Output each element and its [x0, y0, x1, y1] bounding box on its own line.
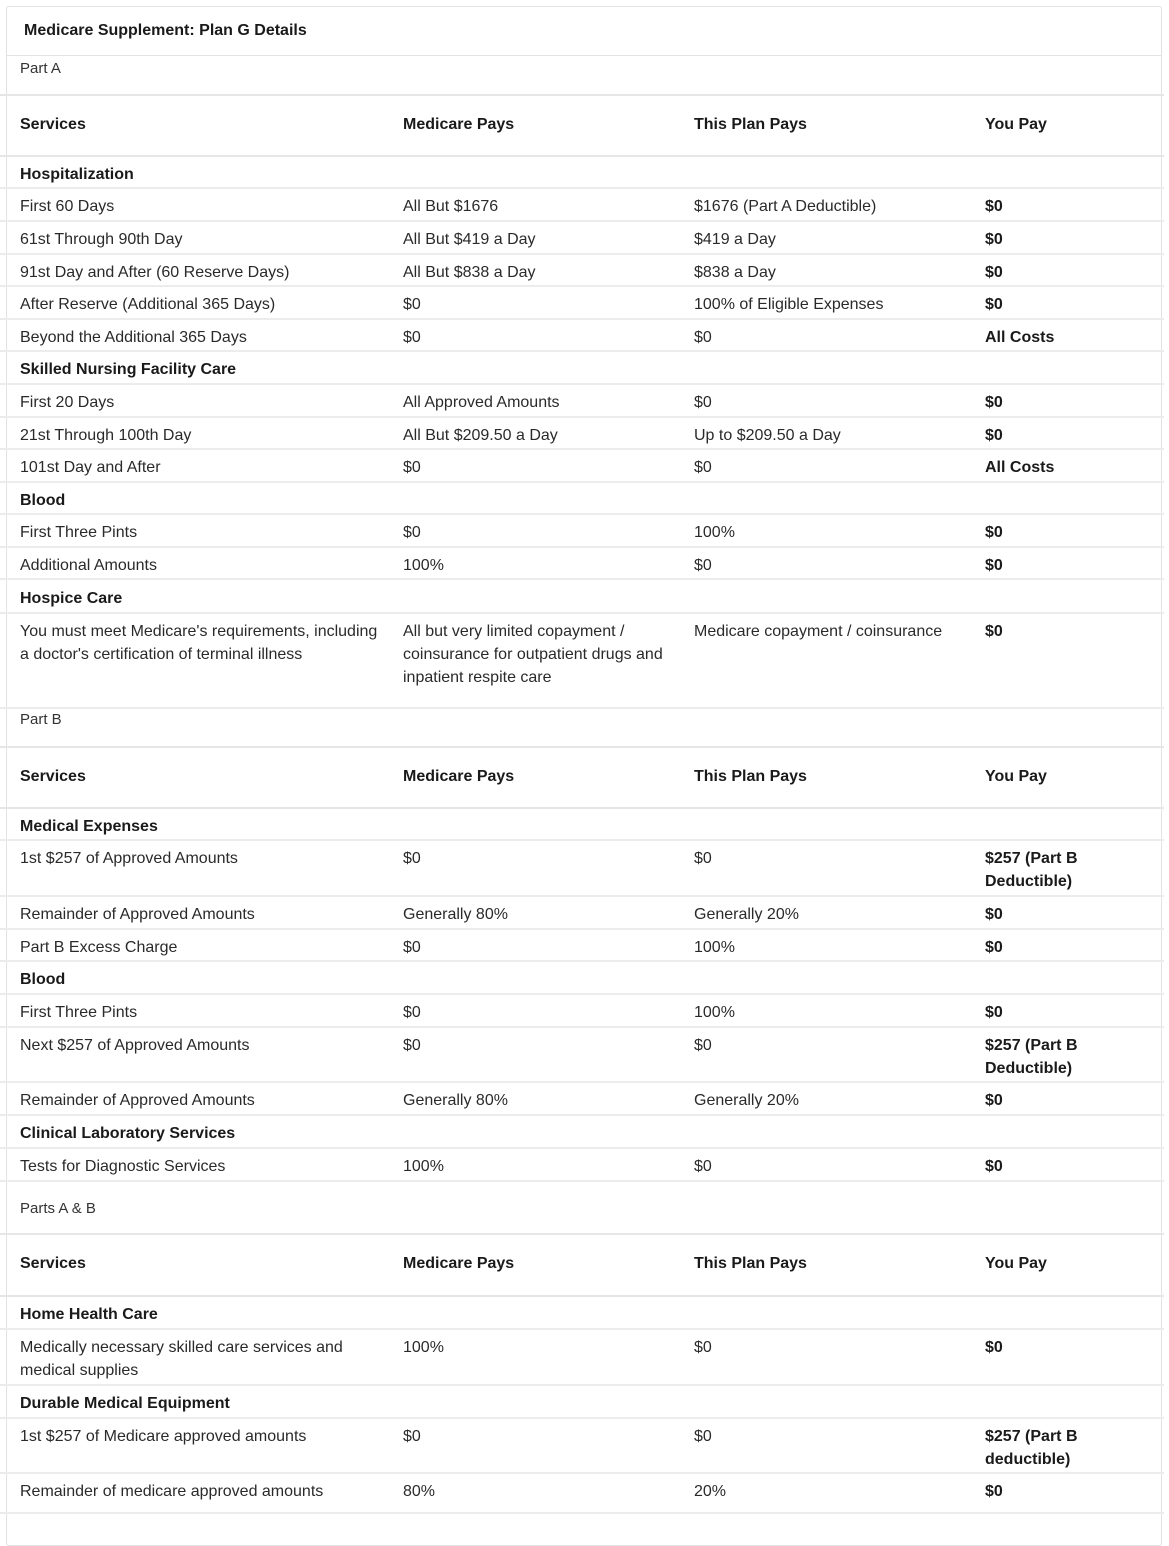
- medicare-pays-cell: $0: [403, 850, 421, 867]
- you-pay-cell: $0: [985, 1483, 1003, 1500]
- column-header-row: [0, 94, 1164, 157]
- category-label: Durable Medical Equipment: [20, 1395, 230, 1412]
- service-cell: After Reserve (Additional 365 Days): [20, 296, 276, 313]
- category-row: [0, 1297, 1164, 1330]
- medicare-pays-cell: $0: [403, 939, 421, 956]
- page-title: Medicare Supplement: Plan G Details: [24, 22, 307, 39]
- header-you-pay: You Pay: [985, 767, 1047, 785]
- service-cell: 91st Day and After (60 Reserve Days): [20, 264, 290, 281]
- medicare-pays-cell: Generally 80%: [403, 906, 508, 923]
- header-this-plan-pays: This Plan Pays: [694, 1255, 807, 1272]
- category-row: [0, 1386, 1164, 1419]
- plan-pays-cell: 100%: [694, 939, 735, 956]
- category-row: [0, 962, 1164, 995]
- medicare-pays-cell: $0: [403, 1004, 421, 1021]
- plan-pays-cell: $0: [694, 1428, 712, 1445]
- category-row: [0, 157, 1164, 189]
- service-cell: Additional Amounts: [20, 557, 157, 574]
- service-cell: 21st Through 100th Day: [20, 427, 192, 444]
- header-medicare-pays: Medicare Pays: [403, 767, 515, 785]
- plan-pays-cell: $0: [694, 850, 712, 867]
- you-pay-cell: $0: [985, 557, 1003, 574]
- category-row: [0, 581, 1164, 614]
- service-cell: First Three Pints: [20, 524, 138, 541]
- service-cell: Tests for Diagnostic Services: [20, 1158, 226, 1175]
- table-row: [0, 255, 1164, 287]
- column-header-row: [0, 746, 1164, 809]
- medicare-pays-cell: Generally 80%: [403, 1092, 508, 1109]
- medicare-pays-cell: All But $1676: [403, 198, 499, 215]
- table-row: [0, 287, 1164, 320]
- plan-pays-cell: $0: [694, 1037, 712, 1054]
- plan-pays-cell: Generally 20%: [694, 1092, 799, 1109]
- category-row: [0, 352, 1164, 385]
- medicare-pays-cell: All But $209.50 a Day: [403, 427, 558, 444]
- plan-pays-cell: $0: [694, 1339, 712, 1356]
- you-pay-cell: $0: [985, 198, 1003, 215]
- medicare-pays-cell: All Approved Amounts: [403, 394, 560, 411]
- service-cell: First 20 Days: [20, 394, 115, 411]
- plan-pays-cell: 100%: [694, 524, 735, 541]
- table-row: [0, 897, 1164, 930]
- table-row: [0, 1028, 1164, 1083]
- you-pay-cell: $0: [985, 623, 1003, 640]
- medicare-pays-cell: 100%: [403, 557, 444, 574]
- category-row: [0, 1116, 1164, 1149]
- table-row: [0, 189, 1164, 222]
- service-cell: Beyond the Additional 365 Days: [20, 329, 247, 346]
- table-row: [0, 418, 1164, 450]
- table-row: [0, 1474, 1164, 1514]
- medicare-pays-cell: $0: [403, 1037, 421, 1054]
- you-pay-cell: $0: [985, 906, 1003, 923]
- category-row: [0, 809, 1164, 841]
- table-row: [0, 515, 1164, 548]
- plan-pays-cell: 100% of Eligible Expenses: [694, 296, 884, 313]
- header-services: Services: [20, 767, 86, 785]
- medicare-pays-cell: $0: [403, 524, 421, 541]
- service-cell: Part B Excess Charge: [20, 939, 178, 956]
- header-this-plan-pays: This Plan Pays: [694, 767, 807, 785]
- medicare-pays-cell: $0: [403, 459, 421, 476]
- header-medicare-pays: Medicare Pays: [403, 1255, 515, 1272]
- plan-pays-cell: Generally 20%: [694, 906, 799, 923]
- table-row: [0, 320, 1164, 352]
- medicare-pays-cell: 80%: [403, 1483, 436, 1500]
- section-label: Parts A & B: [20, 1200, 96, 1217]
- plan-pays-cell: $0: [694, 459, 712, 476]
- table-row: [0, 614, 1164, 709]
- table-row: [0, 1330, 1164, 1386]
- plan-pays-cell: $419 a Day: [694, 231, 776, 248]
- service-cell: Remainder of Approved Amounts: [20, 1092, 255, 1109]
- medicare-pays-cell: $0: [403, 296, 421, 313]
- card-header: [7, 7, 1161, 56]
- you-pay-cell: $0: [985, 939, 1003, 956]
- category-row: [0, 483, 1164, 515]
- plan-pays-cell: $0: [694, 557, 712, 574]
- you-pay-cell: $0: [985, 394, 1003, 411]
- table-row: [0, 548, 1164, 580]
- plan-pays-cell: Up to $209.50 a Day: [694, 427, 841, 444]
- medicare-pays-cell: All But $838 a Day: [403, 264, 536, 281]
- column-header-row: [0, 1233, 1164, 1297]
- service-cell: Medically necessary skilled care services and medical supplies: [20, 1339, 343, 1379]
- table-row: [0, 1149, 1164, 1182]
- service-cell: Next $257 of Approved Amounts: [20, 1037, 250, 1054]
- category-label: Clinical Laboratory Services: [20, 1125, 236, 1142]
- section-label: Part A: [20, 60, 61, 77]
- plan-pays-cell: Medicare copayment / coinsurance: [694, 623, 943, 640]
- header-you-pay: You Pay: [985, 1255, 1047, 1272]
- you-pay-cell: $0: [985, 231, 1003, 248]
- category-label: Hospitalization: [20, 166, 134, 183]
- you-pay-cell: $0: [985, 1092, 1003, 1109]
- plan-pays-cell: $838 a Day: [694, 264, 776, 281]
- medicare-pays-cell: 100%: [403, 1339, 444, 1356]
- section-label: Part B: [20, 711, 62, 728]
- plan-pays-cell: 100%: [694, 1004, 735, 1021]
- category-label: Hospice Care: [20, 590, 123, 607]
- you-pay-cell: All Costs: [985, 329, 1055, 346]
- table-row: [0, 385, 1164, 418]
- table-row: [0, 1419, 1164, 1474]
- table-row: [0, 450, 1164, 483]
- service-cell: Remainder of Approved Amounts: [20, 906, 255, 923]
- medicare-pays-cell: All But $419 a Day: [403, 231, 536, 248]
- service-cell: First 60 Days: [20, 198, 115, 215]
- category-label: Blood: [20, 492, 66, 509]
- you-pay-cell: $257 (Part B deductible): [985, 1428, 1078, 1468]
- you-pay-cell: $0: [985, 1158, 1003, 1175]
- category-label: Skilled Nursing Facility Care: [20, 361, 237, 378]
- plan-pays-cell: $0: [694, 1158, 712, 1175]
- category-label: Blood: [20, 971, 66, 988]
- you-pay-cell: All Costs: [985, 459, 1055, 476]
- you-pay-cell: $0: [985, 264, 1003, 281]
- service-cell: First Three Pints: [20, 1004, 138, 1021]
- service-cell: 61st Through 90th Day: [20, 231, 183, 248]
- table-row: [0, 930, 1164, 962]
- service-cell: You must meet Medicare's requirements, including a doctor's certification of terminal illness: [20, 623, 378, 663]
- service-cell: 1st $257 of Medicare approved amounts: [20, 1428, 307, 1445]
- service-cell: 1st $257 of Approved Amounts: [20, 850, 238, 867]
- medicare-pays-cell: $0: [403, 329, 421, 346]
- you-pay-cell: $0: [985, 524, 1003, 541]
- header-this-plan-pays: This Plan Pays: [694, 115, 807, 133]
- header-medicare-pays: Medicare Pays: [403, 115, 515, 133]
- table-row: [0, 995, 1164, 1028]
- header-you-pay: You Pay: [985, 115, 1047, 133]
- service-cell: Remainder of medicare approved amounts: [20, 1483, 324, 1500]
- you-pay-cell: $257 (Part B Deductible): [985, 850, 1078, 890]
- medicare-pays-cell: $0: [403, 1428, 421, 1445]
- medicare-pays-cell: All but very limited copayment / coinsurance for outpatient drugs and inpatient respite care: [403, 623, 663, 686]
- header-services: Services: [20, 1255, 86, 1272]
- plan-pays-cell: $0: [694, 329, 712, 346]
- medicare-pays-cell: 100%: [403, 1158, 444, 1175]
- table-row: [0, 841, 1164, 897]
- plan-pays-cell: $1676 (Part A Deductible): [694, 198, 877, 215]
- header-services: Services: [20, 115, 86, 133]
- plan-pays-cell: 20%: [694, 1483, 727, 1500]
- you-pay-cell: $257 (Part B Deductible): [985, 1037, 1078, 1077]
- category-label: Medical Expenses: [20, 818, 158, 835]
- service-cell: 101st Day and After: [20, 459, 161, 476]
- you-pay-cell: $0: [985, 1004, 1003, 1021]
- plan-pays-cell: $0: [694, 394, 712, 411]
- you-pay-cell: $0: [985, 1339, 1003, 1356]
- table-row: [0, 222, 1164, 255]
- you-pay-cell: $0: [985, 296, 1003, 313]
- you-pay-cell: $0: [985, 427, 1003, 444]
- category-label: Home Health Care: [20, 1306, 158, 1323]
- table-row: [0, 1083, 1164, 1116]
